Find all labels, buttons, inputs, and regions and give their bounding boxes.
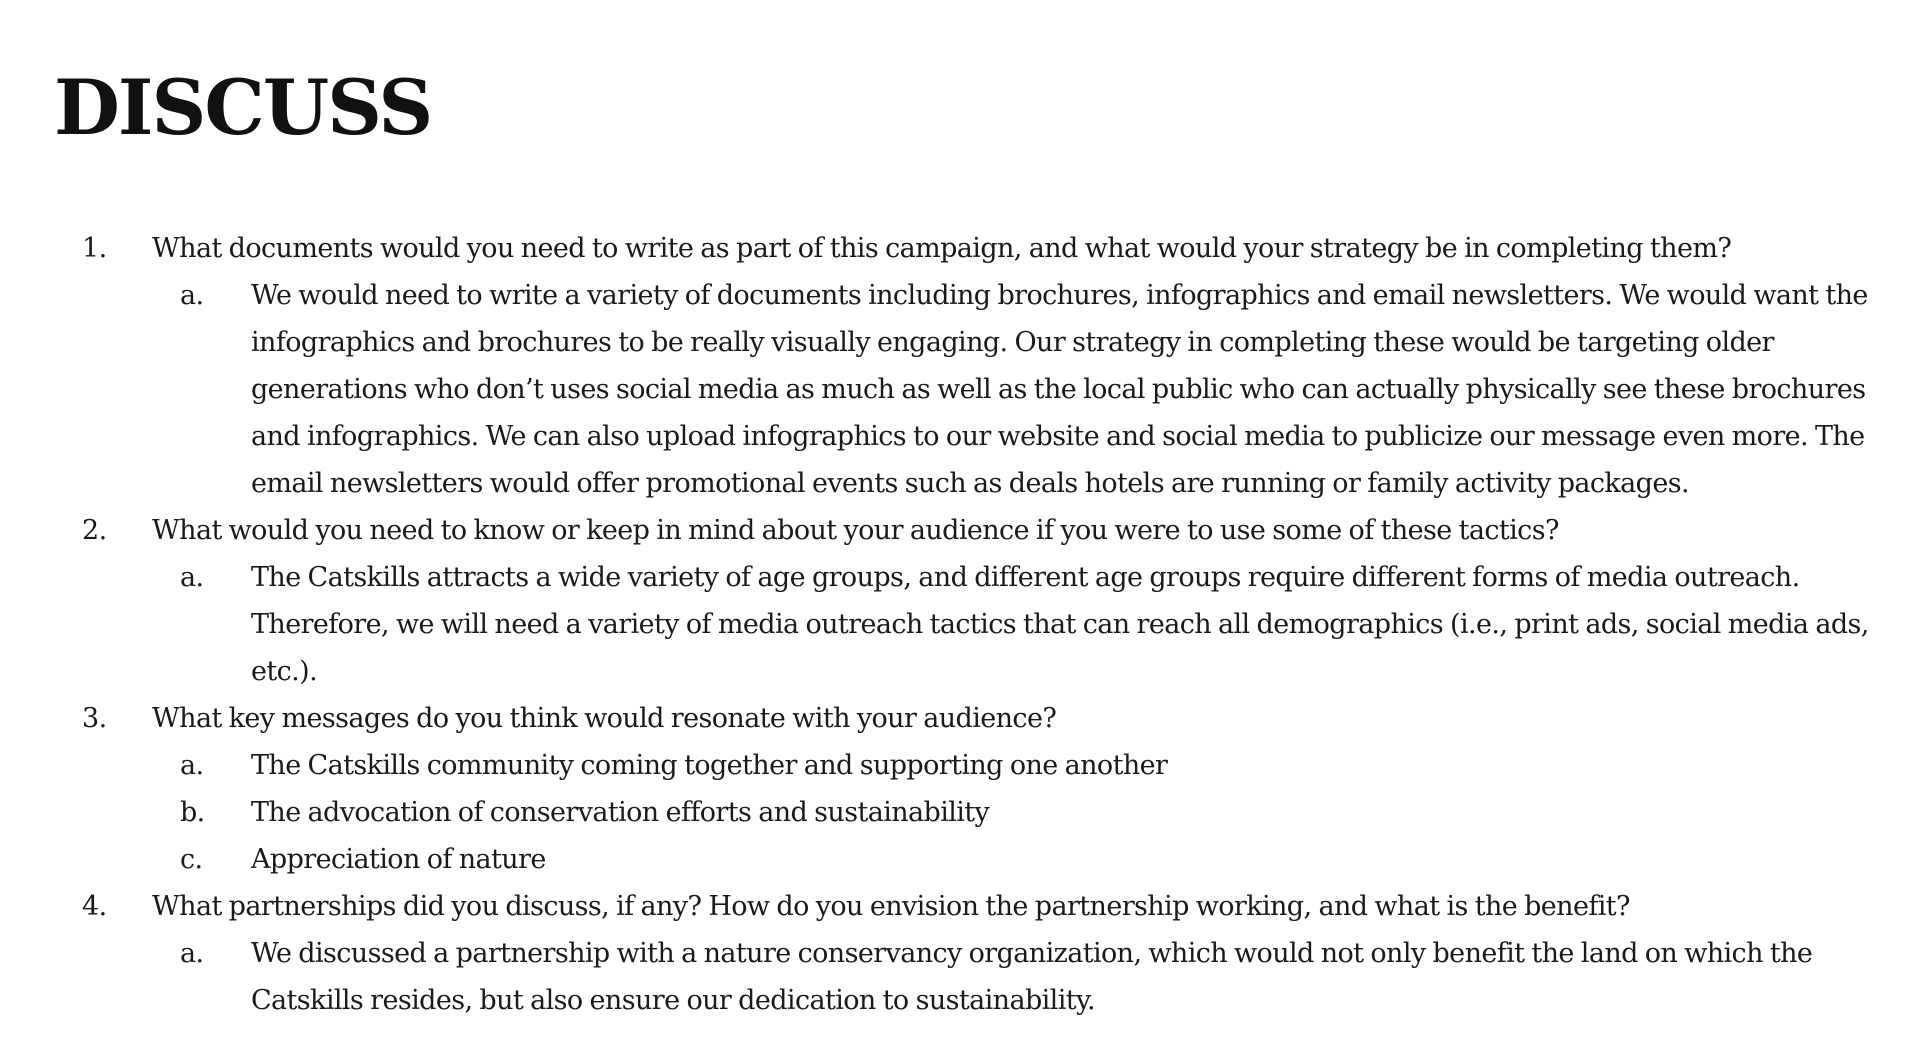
answer-item (0, 930, 1920, 1024)
question-item (0, 225, 1920, 272)
answer-item (0, 272, 1920, 507)
answer-item (0, 742, 1920, 789)
question-text: What documents would you need to write as part of this campaign, and what would your strategy be in completing them? (152, 233, 1732, 264)
answer-text: The advocation of conservation efforts and sustainability (251, 797, 990, 828)
question-text: What would you need to know or keep in mind about your audience if you were to use some of these tactics? (152, 515, 1559, 546)
question-list (0, 225, 1920, 1024)
answer-item (0, 836, 1920, 883)
answer-item (0, 789, 1920, 836)
answer-letter: a. (180, 280, 204, 311)
question-item (0, 695, 1920, 742)
question-number: 2. (82, 515, 107, 546)
answer-text: The Catskills attracts a wide variety of age groups, and different age groups require different forms of media outreach. Therefore, we will need a variety of media outreach tactics that can reach all demographics (i.e., print ads, social media ads, etc.). (251, 562, 1869, 687)
slide-title: DISCUSS (54, 63, 432, 152)
answer-text: Appreciation of nature (251, 844, 546, 875)
question-item (0, 507, 1920, 554)
answer-item (0, 554, 1920, 695)
question-number: 4. (82, 891, 107, 922)
answer-letter: b. (180, 797, 205, 828)
question-text: What key messages do you think would resonate with your audience? (152, 703, 1057, 734)
answer-letter: c. (180, 844, 203, 875)
answer-text: We would need to write a variety of documents including brochures, infographics and email newsletters. We would want the infographics and brochures to be really visually engaging. Our strategy in completing these would be targeting older generations who don’t uses social media as much as well as the local public who can actually physically see these brochures and infographics. We can also upload infographics to our website and social media to publicize our message even more. The email newsletters would offer promotional events such as deals hotels are running or family activity packages. (251, 280, 1868, 499)
question-number: 3. (82, 703, 107, 734)
question-number: 1. (82, 233, 107, 264)
answer-letter: a. (180, 562, 204, 593)
answer-letter: a. (180, 750, 204, 781)
question-text: What partnerships did you discuss, if any? How do you envision the partnership working, and what is the benefit? (152, 891, 1630, 922)
question-item (0, 883, 1920, 930)
answer-text: The Catskills community coming together and supporting one another (251, 750, 1168, 781)
answer-text: We discussed a partnership with a nature conservancy organization, which would not only benefit the land on which the Catskills resides, but also ensure our dedication to sustainability. (251, 938, 1813, 1016)
answer-letter: a. (180, 938, 204, 969)
